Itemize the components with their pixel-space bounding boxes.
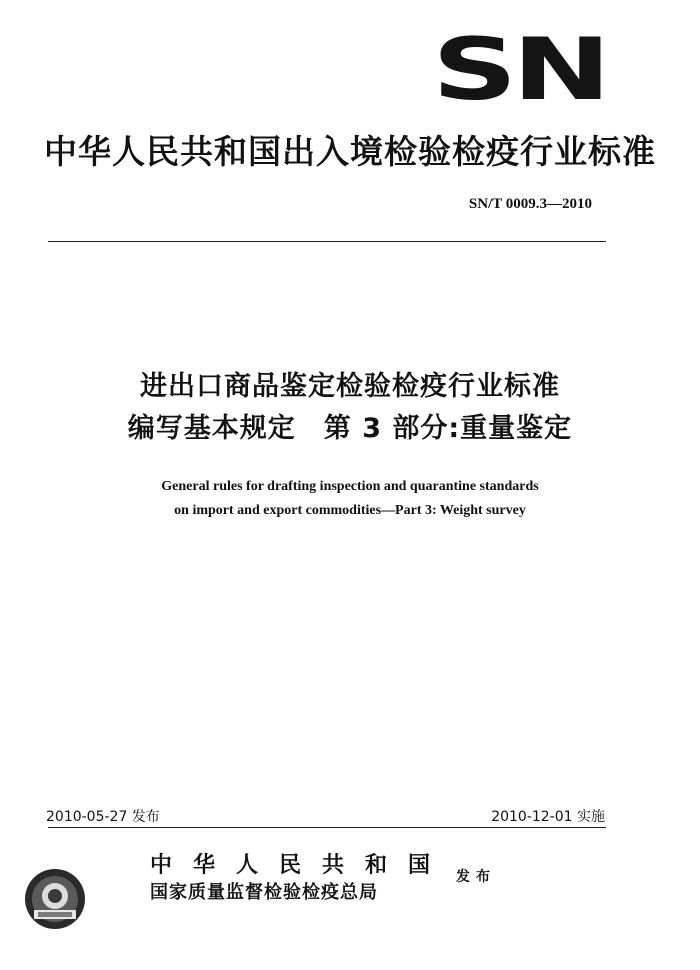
issue-label: 发布 <box>456 869 496 885</box>
org-title: 中华人民共和国出入境检验检疫行业标准 <box>44 132 656 171</box>
stamp-seal-icon <box>22 866 88 932</box>
chinese-title-line-1: 进出口商品鉴定检验检疫行业标准 <box>140 371 560 402</box>
chinese-title <box>0 366 700 450</box>
english-title <box>0 475 700 523</box>
issue-date: 2010-05-27 发布 <box>46 809 160 825</box>
implementation-date: 2010-12-01 实施 <box>491 809 605 825</box>
issuer-agency: 国家质量监督检验检疫总局 <box>150 882 378 903</box>
chinese-title-line-2: 编写基本规定 第 3 部分:重量鉴定 <box>127 413 573 444</box>
english-title-line-1: General rules for drafting inspection and quarantine standards <box>161 479 539 494</box>
issuing-authority <box>150 850 451 906</box>
sn-logo: SN <box>432 20 606 120</box>
standard-number: SN/T 0009.3—2010 <box>468 196 592 212</box>
english-title-line-2: on import and export commodities—Part 3: Weight survey <box>174 503 526 518</box>
issuer-country: 中华人民共和国 <box>150 852 452 878</box>
top-divider <box>48 241 606 242</box>
bottom-divider <box>48 827 606 828</box>
